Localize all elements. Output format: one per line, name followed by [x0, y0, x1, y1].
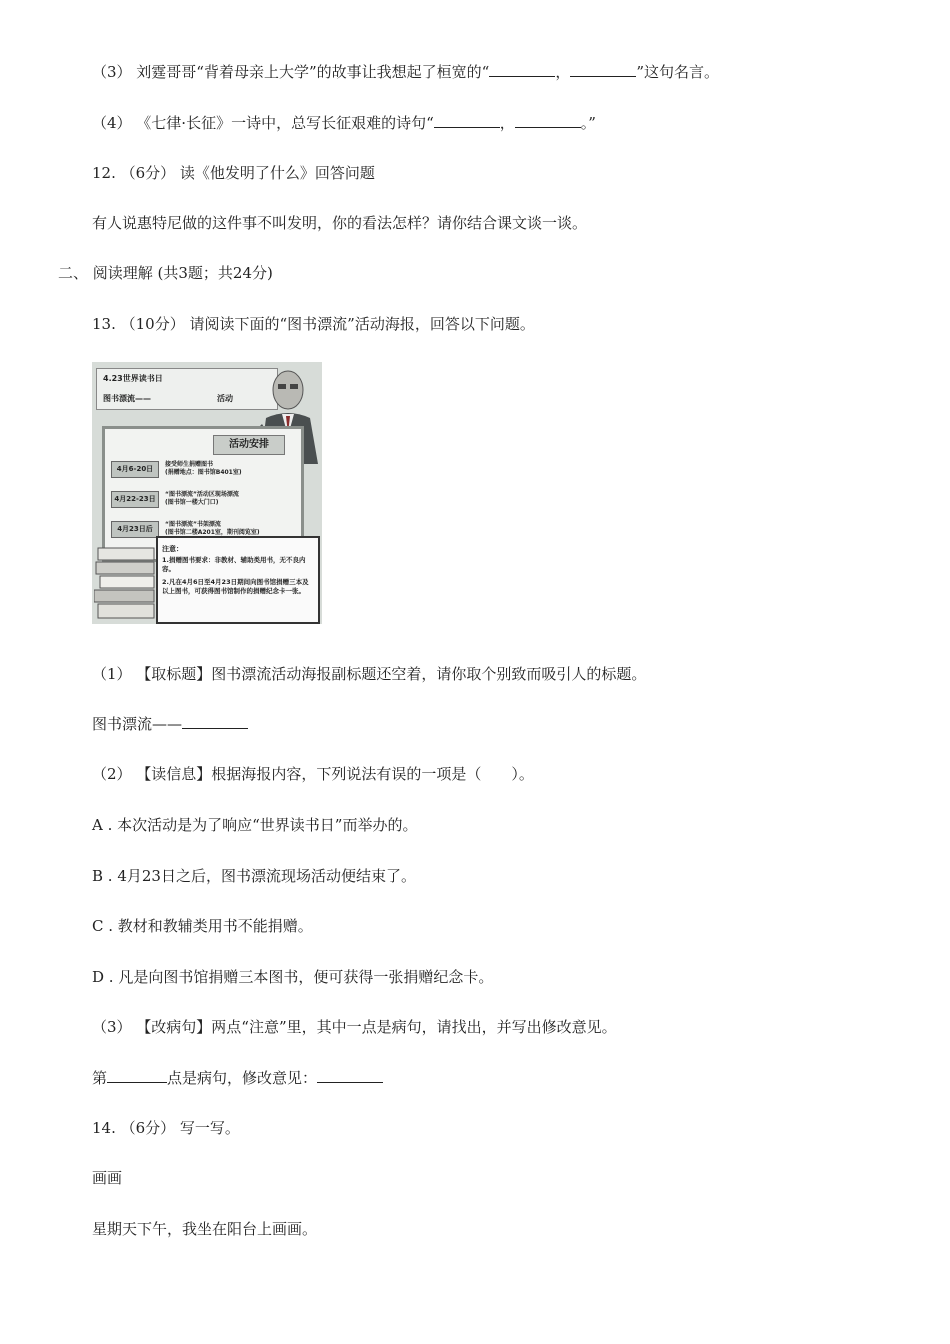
answer-blank[interactable] — [317, 1068, 383, 1083]
option-b[interactable]: B . 4月23日之后，图书漂流现场活动便结束了。 — [92, 867, 416, 885]
question-14-heading: 14. （6分） 写一写。 — [92, 1119, 240, 1137]
answer-blank[interactable] — [570, 62, 636, 77]
book-drifting-poster — [92, 362, 322, 624]
option-d[interactable]: D . 凡是向图书馆捐赠三本图书，便可获得一张捐赠纪念卡。 — [92, 968, 494, 986]
question-13-1: （1） 【取标题】图书漂流活动海报副标题还空着，请你取个别致而吸引人的标题。 — [92, 665, 647, 683]
answer-blank[interactable] — [107, 1068, 167, 1083]
question-12-body: 有人说惠特尼做的这件事不叫发明，你的看法怎样？请你结合课文谈一谈。 — [92, 214, 588, 232]
question-13-3: （3） 【改病句】两点“注意”里，其中一点是病句，请找出，并写出修改意见。 — [92, 1018, 617, 1036]
answer-blank[interactable] — [434, 113, 500, 128]
question-11-3: （3） 刘霆哥哥“背着母亲上大学”的故事让我想起了桓宽的“ ， ”这句名言。 — [92, 63, 720, 81]
question-13-3-answer: 第 点是病句，修改意见： — [92, 1068, 383, 1088]
book-stack-icon — [94, 540, 156, 622]
question-13-2: （2） 【读信息】根据海报内容，下列说法有误的一项是（ ）。 — [92, 765, 534, 783]
essay-first-line: 星期天下午，我坐在阳台上画画。 — [92, 1220, 318, 1238]
answer-blank[interactable] — [515, 113, 581, 128]
question-13-heading: 13. （10分） 请阅读下面的“图书漂流”活动海报，回答以下问题。 — [92, 315, 535, 333]
answer-blank[interactable] — [182, 714, 248, 729]
section-2-heading: 二、 阅读理解 (共3题；共24分) — [58, 264, 273, 282]
question-13-1-answer: 图书漂流—— — [92, 714, 248, 734]
option-a[interactable]: A . 本次活动是为了响应“世界读书日”而举办的。 — [92, 816, 418, 834]
essay-title: 画画 — [92, 1169, 123, 1187]
poster-header: 4.23世界读书日 图书漂流—— 活动 — [96, 368, 278, 410]
answer-blank[interactable] — [489, 62, 555, 77]
question-12-heading: 12. （6分） 读《他发明了什么》回答问题 — [92, 164, 375, 182]
option-c[interactable]: C . 教材和教辅类用书不能捐赠。 — [92, 917, 313, 935]
poster-notes: 注意： 1.捐赠图书要求：非教材、辅助类用书，无不良内容。 2.凡在4月6日至4月23日期间向图书馆捐赠三本及以上图书，可获得图书馆制作的捐赠纪念卡一张。 — [156, 536, 320, 624]
activity-schedule-board: 活动安排 4月6-20日 接受师生捐赠图书 (捐赠地点：图书馆B401室) 4月22-23日 “图书漂流”活动区现场漂流 (图书馆一楼大门口) 4月23日后 “图书漂流”书架漂流 (图书馆二楼A201室，期刊阅览室) — [102, 426, 304, 562]
question-11-4: （4） 《七律·长征》一诗中，总写长征艰难的诗句“ ， 。” — [92, 114, 596, 132]
